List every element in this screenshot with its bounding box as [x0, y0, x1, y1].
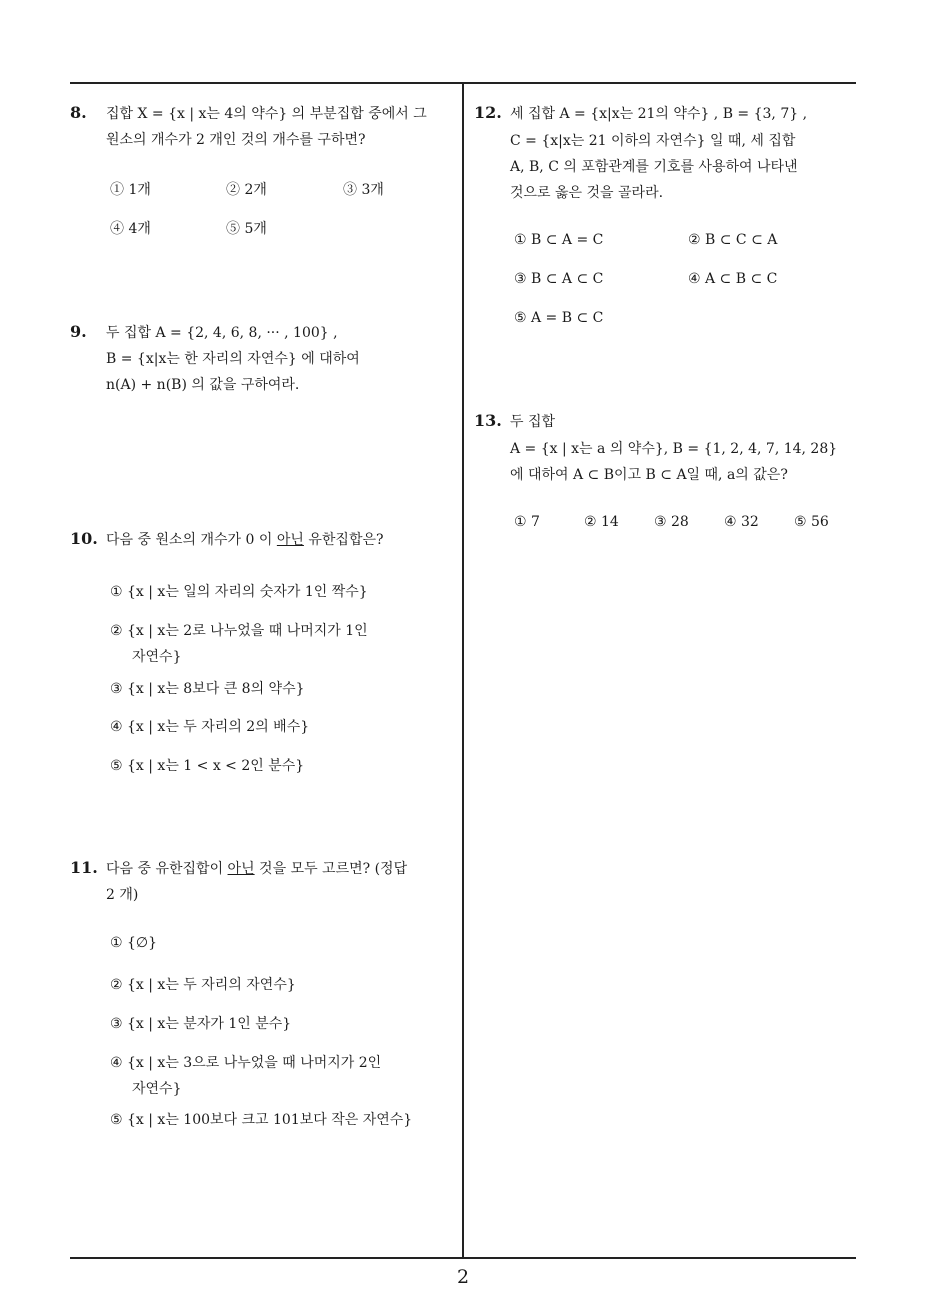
option-4[interactable]: ④ 4개 [110, 221, 151, 237]
option-2[interactable]: ② B ⊂ C ⊂ A [688, 232, 778, 248]
option-3[interactable]: ③ B ⊂ A ⊂ C [514, 271, 604, 287]
question-text: 다음 중 원소의 개수가 0 이 아닌 유한집합은? [106, 532, 384, 548]
bottom-rule [70, 1257, 856, 1259]
option-2[interactable]: ② {x | x는 두 자리의 자연수} [110, 977, 296, 993]
option-1[interactable]: ① B ⊂ A = C [514, 232, 604, 248]
emphasis-underline: 아닌 [276, 532, 304, 548]
option-1[interactable]: ① 7 [514, 514, 540, 530]
option-2[interactable]: ② 14 [584, 514, 619, 530]
option-1[interactable]: ① 1개 [110, 182, 151, 198]
question-text: 것으로 옳은 것을 골라라. [510, 185, 664, 201]
option-4[interactable]: ④ {x | x는 두 자리의 2의 배수} [110, 719, 310, 735]
question-text: 원소의 개수가 2 개인 것의 개수를 구하면? [106, 132, 366, 148]
option-3[interactable]: ③ {x | x는 8보다 큰 8의 약수} [110, 681, 305, 697]
option-5[interactable]: ⑤ A = B ⊂ C [514, 310, 604, 326]
option-5[interactable]: ⑤ 56 [794, 514, 829, 530]
column-divider [462, 82, 464, 1258]
question-text: 집합 X = {x | x는 4의 약수} 의 부분집합 중에서 그 [106, 106, 427, 122]
option-3[interactable]: ③ 28 [654, 514, 689, 530]
question-text: A = {x | x는 a 의 약수}, B = {1, 2, 4, 7, 14, 28} [510, 441, 838, 457]
question-text: A, B, C 의 포함관계를 기호를 사용하여 나타낸 [510, 159, 798, 175]
option-1[interactable]: ① {x | x는 일의 자리의 숫자가 1인 짝수} [110, 584, 368, 600]
question-text: 에 대하여 A ⊂ B이고 B ⊂ A일 때, a의 값은? [510, 467, 788, 483]
option-4[interactable]: ④ {x | x는 3으로 나누었을 때 나머지가 2인 [110, 1055, 382, 1071]
option-4-continued: 자연수} [132, 1081, 182, 1097]
question-text: 2 개) [106, 887, 139, 903]
page-number: 2 [456, 1266, 470, 1288]
emphasis-underline: 아닌 [227, 861, 255, 877]
option-4[interactable]: ④ 32 [724, 514, 759, 530]
question-number: 10. [70, 529, 98, 548]
option-2-continued: 자연수} [132, 649, 182, 665]
option-3[interactable]: ③ {x | x는 분자가 1인 분수} [110, 1016, 292, 1032]
option-1[interactable]: ① {∅} [110, 935, 158, 951]
question-number: 11. [70, 858, 98, 877]
question-number: 13. [474, 411, 502, 430]
question-number: 9. [70, 322, 87, 341]
option-3[interactable]: ③ 3개 [343, 182, 384, 198]
option-2[interactable]: ② {x | x는 2로 나누었을 때 나머지가 1인 [110, 623, 368, 639]
option-2[interactable]: ② 2개 [226, 182, 267, 198]
question-text: 세 집합 A = {x|x는 21의 약수} , B = {3, 7} , [510, 106, 808, 122]
question-text: 두 집합 A = {2, 4, 6, 8, ··· , 100} , [106, 325, 338, 341]
question-text: B = {x|x는 한 자리의 자연수} 에 대하여 [106, 351, 360, 367]
question-text: 다음 중 유한집합이 아닌 것을 모두 고르면? (정답 [106, 861, 408, 877]
question-text: n(A) + n(B) 의 값을 구하여라. [106, 377, 300, 393]
option-5[interactable]: ⑤ 5개 [226, 221, 267, 237]
question-number: 12. [474, 103, 502, 122]
question-text: C = {x|x는 21 이하의 자연수} 일 때, 세 집합 [510, 133, 796, 149]
option-5[interactable]: ⑤ {x | x는 100보다 크고 101보다 작은 자연수} [110, 1112, 413, 1128]
question-number: 8. [70, 103, 87, 122]
option-4[interactable]: ④ A ⊂ B ⊂ C [688, 271, 778, 287]
question-text: 두 집합 [510, 414, 556, 430]
option-5[interactable]: ⑤ {x | x는 1 < x < 2인 분수} [110, 758, 305, 774]
